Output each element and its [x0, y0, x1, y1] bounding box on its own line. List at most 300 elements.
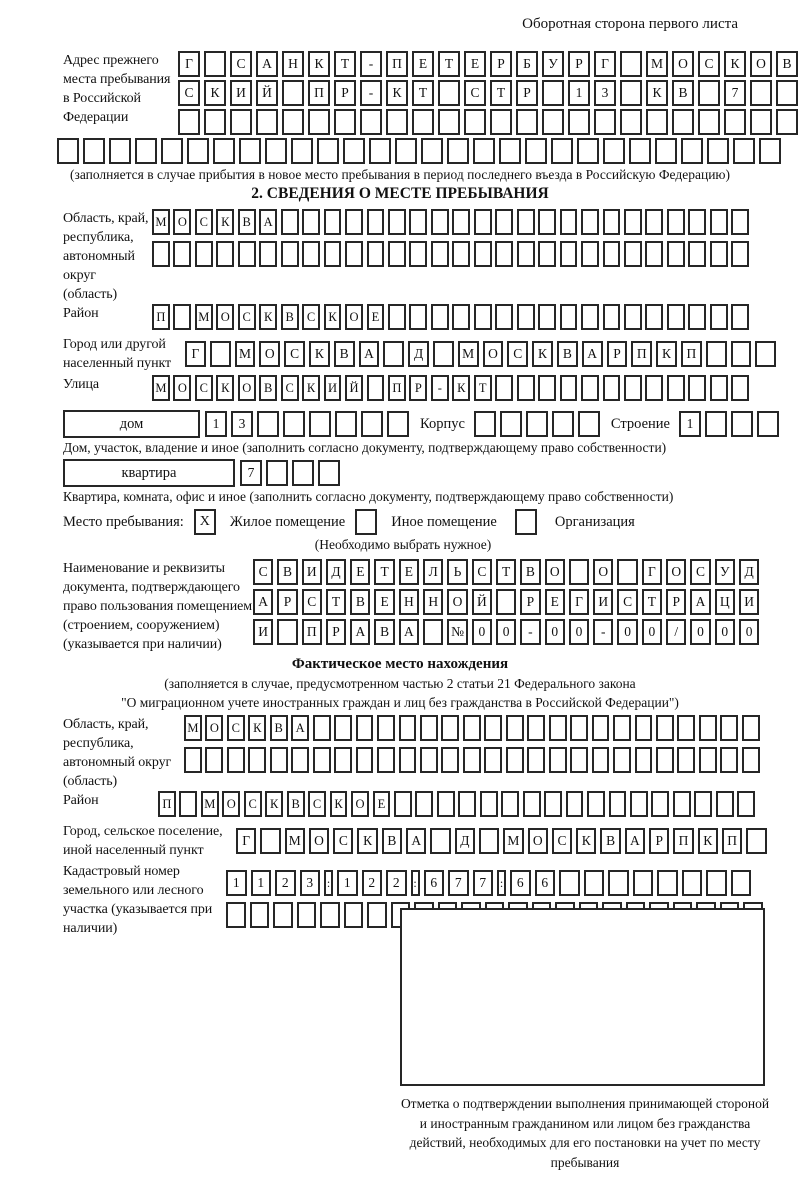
char-cell[interactable]: О — [672, 51, 694, 77]
char-cell[interactable] — [584, 870, 605, 896]
char-cell[interactable] — [667, 241, 685, 267]
char-cell[interactable] — [409, 241, 427, 267]
char-cell[interactable]: № — [447, 619, 467, 645]
char-cell[interactable] — [568, 109, 590, 135]
char-cell[interactable] — [656, 715, 674, 741]
char-cell[interactable] — [560, 375, 578, 401]
char-cell[interactable] — [542, 109, 564, 135]
char-cell[interactable] — [367, 902, 387, 928]
char-cell[interactable]: Р — [520, 589, 540, 615]
char-cell[interactable] — [526, 411, 548, 437]
char-cell[interactable]: Д — [739, 559, 759, 585]
char-cell[interactable]: Е — [367, 304, 385, 330]
char-cell[interactable] — [525, 138, 547, 164]
char-cell[interactable]: С — [617, 589, 637, 615]
char-cell[interactable] — [667, 209, 685, 235]
char-cell[interactable] — [57, 138, 79, 164]
char-cell[interactable] — [433, 341, 454, 367]
char-cell[interactable]: П — [673, 828, 693, 854]
char-cell[interactable] — [173, 241, 191, 267]
char-cell[interactable]: 2 — [362, 870, 383, 896]
char-cell[interactable] — [313, 747, 331, 773]
char-cell[interactable]: К — [646, 80, 668, 106]
char-cell[interactable] — [213, 138, 235, 164]
char-cell[interactable]: М — [503, 828, 523, 854]
char-cell[interactable] — [239, 138, 261, 164]
char-cell[interactable]: К — [204, 80, 226, 106]
char-cell[interactable] — [356, 747, 374, 773]
char-cell[interactable] — [431, 241, 449, 267]
char-cell[interactable]: С — [178, 80, 200, 106]
char-cell[interactable] — [474, 209, 492, 235]
char-cell[interactable] — [603, 304, 621, 330]
char-cell[interactable] — [688, 241, 706, 267]
char-cell[interactable] — [657, 870, 678, 896]
char-cell[interactable] — [83, 138, 105, 164]
char-cell[interactable] — [266, 460, 288, 486]
char-cell[interactable]: О — [345, 304, 363, 330]
char-cell[interactable] — [635, 715, 653, 741]
char-cell[interactable] — [577, 138, 599, 164]
char-cell[interactable] — [499, 138, 521, 164]
char-cell[interactable] — [755, 341, 776, 367]
char-cell[interactable] — [431, 304, 449, 330]
char-cell[interactable]: С — [281, 375, 299, 401]
char-cell[interactable]: Г — [178, 51, 200, 77]
char-cell[interactable] — [549, 715, 567, 741]
char-cell[interactable] — [710, 375, 728, 401]
char-cell[interactable]: - — [593, 619, 613, 645]
char-cell[interactable] — [452, 209, 470, 235]
char-cell[interactable] — [302, 241, 320, 267]
char-cell[interactable] — [421, 138, 443, 164]
char-cell[interactable] — [506, 715, 524, 741]
char-cell[interactable] — [463, 715, 481, 741]
char-cell[interactable]: / — [666, 619, 686, 645]
char-cell[interactable] — [334, 715, 352, 741]
char-cell[interactable]: В — [287, 791, 305, 817]
char-cell[interactable] — [523, 791, 541, 817]
char-cell[interactable]: 0 — [715, 619, 735, 645]
char-cell[interactable] — [608, 870, 629, 896]
char-cell[interactable] — [731, 341, 752, 367]
char-cell[interactable] — [386, 109, 408, 135]
char-cell[interactable] — [551, 138, 573, 164]
char-cell[interactable] — [731, 411, 753, 437]
char-cell[interactable]: О — [545, 559, 565, 585]
char-cell[interactable] — [681, 138, 703, 164]
char-cell[interactable] — [447, 138, 469, 164]
char-cell[interactable] — [377, 747, 395, 773]
char-cell[interactable]: Ь — [447, 559, 467, 585]
char-cell[interactable]: В — [600, 828, 620, 854]
char-cell[interactable] — [688, 304, 706, 330]
char-cell[interactable] — [399, 715, 417, 741]
char-cell[interactable]: К — [357, 828, 377, 854]
char-cell[interactable] — [667, 304, 685, 330]
char-cell[interactable]: С — [227, 715, 245, 741]
char-cell[interactable]: : — [324, 870, 333, 896]
char-cell[interactable] — [759, 138, 781, 164]
char-cell[interactable] — [283, 411, 305, 437]
char-cell[interactable] — [496, 589, 516, 615]
char-cell[interactable]: С — [195, 209, 213, 235]
char-cell[interactable] — [302, 209, 320, 235]
char-cell[interactable] — [334, 109, 356, 135]
char-cell[interactable]: 3 — [231, 411, 253, 437]
char-cell[interactable] — [367, 241, 385, 267]
char-cell[interactable]: Т — [438, 51, 460, 77]
char-cell[interactable] — [581, 209, 599, 235]
char-cell[interactable]: 0 — [690, 619, 710, 645]
char-cell[interactable] — [559, 870, 580, 896]
char-cell[interactable]: Т — [490, 80, 512, 106]
char-cell[interactable]: К — [386, 80, 408, 106]
char-cell[interactable] — [688, 375, 706, 401]
char-cell[interactable]: О — [447, 589, 467, 615]
char-cell[interactable]: 3 — [594, 80, 616, 106]
char-cell[interactable] — [409, 304, 427, 330]
char-cell[interactable] — [624, 241, 642, 267]
char-cell[interactable] — [656, 747, 674, 773]
char-cell[interactable] — [731, 209, 749, 235]
char-cell[interactable] — [581, 375, 599, 401]
char-cell[interactable]: К — [452, 375, 470, 401]
char-cell[interactable] — [542, 80, 564, 106]
char-cell[interactable]: С — [302, 589, 322, 615]
char-cell[interactable] — [377, 715, 395, 741]
char-cell[interactable] — [430, 828, 450, 854]
char-cell[interactable] — [710, 241, 728, 267]
char-cell[interactable]: И — [302, 559, 322, 585]
char-cell[interactable] — [369, 138, 391, 164]
char-cell[interactable]: 6 — [424, 870, 445, 896]
char-cell[interactable]: К — [309, 341, 330, 367]
char-cell[interactable] — [281, 209, 299, 235]
char-cell[interactable]: Л — [423, 559, 443, 585]
char-cell[interactable]: Г — [185, 341, 206, 367]
char-cell[interactable] — [527, 747, 545, 773]
char-cell[interactable]: 0 — [642, 619, 662, 645]
char-cell[interactable] — [544, 791, 562, 817]
char-cell[interactable]: Т — [334, 51, 356, 77]
char-cell[interactable] — [609, 791, 627, 817]
char-cell[interactable]: О — [483, 341, 504, 367]
char-cell[interactable] — [603, 241, 621, 267]
char-cell[interactable] — [260, 828, 280, 854]
char-cell[interactable] — [324, 209, 342, 235]
char-cell[interactable] — [343, 138, 365, 164]
char-cell[interactable]: 7 — [448, 870, 469, 896]
char-cell[interactable]: Г — [594, 51, 616, 77]
char-cell[interactable] — [195, 241, 213, 267]
char-cell[interactable] — [420, 747, 438, 773]
char-cell[interactable] — [248, 747, 266, 773]
char-cell[interactable] — [724, 109, 746, 135]
char-cell[interactable] — [495, 209, 513, 235]
char-cell[interactable] — [645, 375, 663, 401]
char-cell[interactable]: К — [330, 791, 348, 817]
char-cell[interactable]: А — [256, 51, 278, 77]
char-cell[interactable] — [694, 791, 712, 817]
char-cell[interactable] — [458, 791, 476, 817]
char-cell[interactable]: М — [195, 304, 213, 330]
char-cell[interactable] — [490, 109, 512, 135]
char-cell[interactable]: К — [656, 341, 677, 367]
char-cell[interactable] — [292, 460, 314, 486]
char-cell[interactable] — [750, 109, 772, 135]
char-cell[interactable] — [527, 715, 545, 741]
char-cell[interactable] — [776, 80, 798, 106]
char-cell[interactable] — [388, 241, 406, 267]
char-cell[interactable] — [578, 411, 600, 437]
char-cell[interactable]: Т — [496, 559, 516, 585]
char-cell[interactable]: Г — [236, 828, 256, 854]
char-cell[interactable]: П — [386, 51, 408, 77]
char-cell[interactable] — [281, 241, 299, 267]
char-cell[interactable]: Р — [409, 375, 427, 401]
char-cell[interactable]: Е — [350, 559, 370, 585]
char-cell[interactable] — [309, 411, 331, 437]
char-cell[interactable]: 6 — [510, 870, 531, 896]
char-cell[interactable] — [387, 411, 409, 437]
char-cell[interactable] — [204, 51, 226, 77]
char-cell[interactable]: С — [238, 304, 256, 330]
char-cell[interactable]: С — [308, 791, 326, 817]
char-cell[interactable]: 1 — [568, 80, 590, 106]
char-cell[interactable]: Й — [472, 589, 492, 615]
char-cell[interactable] — [620, 109, 642, 135]
char-cell[interactable] — [474, 241, 492, 267]
char-cell[interactable] — [731, 375, 749, 401]
char-cell[interactable]: К — [259, 304, 277, 330]
char-cell[interactable]: Е — [399, 559, 419, 585]
char-cell[interactable] — [645, 241, 663, 267]
char-cell[interactable]: В — [238, 209, 256, 235]
char-cell[interactable]: П — [388, 375, 406, 401]
char-cell[interactable]: 2 — [275, 870, 296, 896]
char-cell[interactable] — [463, 747, 481, 773]
char-cell[interactable]: 0 — [569, 619, 589, 645]
stay-type-checkbox-other[interactable] — [355, 509, 377, 535]
char-cell[interactable] — [334, 747, 352, 773]
char-cell[interactable] — [282, 80, 304, 106]
char-cell[interactable] — [484, 715, 502, 741]
char-cell[interactable] — [517, 209, 535, 235]
char-cell[interactable] — [205, 747, 223, 773]
char-cell[interactable] — [464, 109, 486, 135]
char-cell[interactable]: - — [360, 51, 382, 77]
char-cell[interactable] — [356, 715, 374, 741]
char-cell[interactable]: П — [681, 341, 702, 367]
char-cell[interactable] — [624, 375, 642, 401]
char-cell[interactable] — [152, 241, 170, 267]
char-cell[interactable] — [698, 109, 720, 135]
char-cell[interactable] — [560, 304, 578, 330]
char-cell[interactable] — [645, 209, 663, 235]
char-cell[interactable] — [495, 375, 513, 401]
char-cell[interactable]: 1 — [226, 870, 247, 896]
char-cell[interactable]: К — [302, 375, 320, 401]
char-cell[interactable] — [651, 791, 669, 817]
char-cell[interactable] — [297, 902, 317, 928]
char-cell[interactable] — [474, 304, 492, 330]
char-cell[interactable] — [204, 109, 226, 135]
char-cell[interactable] — [506, 747, 524, 773]
char-cell[interactable]: К — [724, 51, 746, 77]
char-cell[interactable]: Ц — [715, 589, 735, 615]
char-cell[interactable] — [655, 138, 677, 164]
char-cell[interactable]: Р — [516, 80, 538, 106]
char-cell[interactable] — [273, 902, 293, 928]
char-cell[interactable]: Г — [569, 589, 589, 615]
char-cell[interactable] — [409, 209, 427, 235]
char-cell[interactable] — [538, 375, 556, 401]
char-cell[interactable]: В — [281, 304, 299, 330]
char-cell[interactable]: К — [532, 341, 553, 367]
char-cell[interactable] — [423, 619, 443, 645]
char-cell[interactable]: И — [324, 375, 342, 401]
char-cell[interactable] — [737, 791, 755, 817]
char-cell[interactable]: : — [411, 870, 420, 896]
char-cell[interactable] — [552, 411, 574, 437]
char-cell[interactable] — [594, 109, 616, 135]
char-cell[interactable]: О — [666, 559, 686, 585]
char-cell[interactable] — [757, 411, 779, 437]
char-cell[interactable]: М — [285, 828, 305, 854]
char-cell[interactable] — [592, 747, 610, 773]
char-cell[interactable] — [720, 747, 738, 773]
char-cell[interactable] — [441, 747, 459, 773]
char-cell[interactable] — [344, 902, 364, 928]
char-cell[interactable]: М — [646, 51, 668, 77]
char-cell[interactable]: Н — [423, 589, 443, 615]
char-cell[interactable]: К — [265, 791, 283, 817]
char-cell[interactable]: М — [458, 341, 479, 367]
char-cell[interactable] — [437, 791, 455, 817]
char-cell[interactable] — [412, 109, 434, 135]
char-cell[interactable]: К — [216, 209, 234, 235]
char-cell[interactable] — [710, 304, 728, 330]
char-cell[interactable] — [706, 870, 727, 896]
char-cell[interactable] — [667, 375, 685, 401]
char-cell[interactable] — [394, 791, 412, 817]
char-cell[interactable] — [731, 241, 749, 267]
char-cell[interactable] — [645, 304, 663, 330]
char-cell[interactable]: Д — [408, 341, 429, 367]
char-cell[interactable] — [538, 304, 556, 330]
char-cell[interactable]: 1 — [251, 870, 272, 896]
char-cell[interactable]: С — [698, 51, 720, 77]
char-cell[interactable]: 0 — [739, 619, 759, 645]
char-cell[interactable] — [633, 870, 654, 896]
char-cell[interactable]: Б — [516, 51, 538, 77]
char-cell[interactable] — [682, 870, 703, 896]
char-cell[interactable]: О — [593, 559, 613, 585]
char-cell[interactable]: Р — [490, 51, 512, 77]
char-cell[interactable] — [581, 304, 599, 330]
char-cell[interactable]: А — [690, 589, 710, 615]
char-cell[interactable]: П — [158, 791, 176, 817]
char-cell[interactable]: А — [399, 619, 419, 645]
char-cell[interactable]: В — [382, 828, 402, 854]
char-cell[interactable]: С — [333, 828, 353, 854]
char-cell[interactable]: А — [259, 209, 277, 235]
char-cell[interactable]: С — [244, 791, 262, 817]
char-cell[interactable]: Т — [642, 589, 662, 615]
char-cell[interactable]: А — [359, 341, 380, 367]
char-cell[interactable]: П — [631, 341, 652, 367]
char-cell[interactable] — [613, 747, 631, 773]
char-cell[interactable]: В — [350, 589, 370, 615]
char-cell[interactable]: С — [195, 375, 213, 401]
char-cell[interactable]: И — [593, 589, 613, 615]
char-cell[interactable]: К — [248, 715, 266, 741]
char-cell[interactable] — [367, 375, 385, 401]
char-cell[interactable] — [452, 304, 470, 330]
char-cell[interactable] — [484, 747, 502, 773]
char-cell[interactable] — [705, 411, 727, 437]
char-cell[interactable] — [646, 109, 668, 135]
char-cell[interactable] — [699, 747, 717, 773]
char-cell[interactable] — [495, 304, 513, 330]
char-cell[interactable] — [517, 241, 535, 267]
char-cell[interactable]: 1 — [679, 411, 701, 437]
char-cell[interactable] — [624, 304, 642, 330]
char-cell[interactable] — [549, 747, 567, 773]
char-cell[interactable] — [361, 411, 383, 437]
char-cell[interactable] — [688, 209, 706, 235]
char-cell[interactable] — [672, 109, 694, 135]
char-cell[interactable]: В — [277, 559, 297, 585]
char-cell[interactable] — [480, 791, 498, 817]
char-cell[interactable] — [495, 241, 513, 267]
char-cell[interactable]: 3 — [300, 870, 321, 896]
char-cell[interactable] — [581, 241, 599, 267]
char-cell[interactable]: С — [302, 304, 320, 330]
char-cell[interactable] — [538, 209, 556, 235]
char-cell[interactable] — [742, 715, 760, 741]
char-cell[interactable]: М — [152, 209, 170, 235]
char-cell[interactable] — [776, 109, 798, 135]
char-cell[interactable]: Р — [649, 828, 669, 854]
stay-type-checkbox-organization[interactable] — [515, 509, 537, 535]
char-cell[interactable]: В — [776, 51, 798, 77]
char-cell[interactable] — [277, 619, 297, 645]
char-cell[interactable] — [603, 375, 621, 401]
char-cell[interactable] — [720, 715, 738, 741]
char-cell[interactable] — [345, 209, 363, 235]
char-cell[interactable]: Р — [568, 51, 590, 77]
char-cell[interactable] — [742, 747, 760, 773]
char-cell[interactable] — [291, 747, 309, 773]
char-cell[interactable] — [560, 241, 578, 267]
char-cell[interactable]: 0 — [545, 619, 565, 645]
char-cell[interactable]: К — [308, 51, 330, 77]
char-cell[interactable] — [603, 138, 625, 164]
char-cell[interactable] — [731, 304, 749, 330]
char-cell[interactable]: Н — [282, 51, 304, 77]
char-cell[interactable] — [517, 304, 535, 330]
char-cell[interactable] — [570, 747, 588, 773]
char-cell[interactable]: М — [152, 375, 170, 401]
char-cell[interactable] — [452, 241, 470, 267]
char-cell[interactable]: 7 — [240, 460, 262, 486]
char-cell[interactable] — [438, 80, 460, 106]
char-cell[interactable]: И — [253, 619, 273, 645]
char-cell[interactable] — [587, 791, 605, 817]
char-cell[interactable]: 6 — [535, 870, 556, 896]
